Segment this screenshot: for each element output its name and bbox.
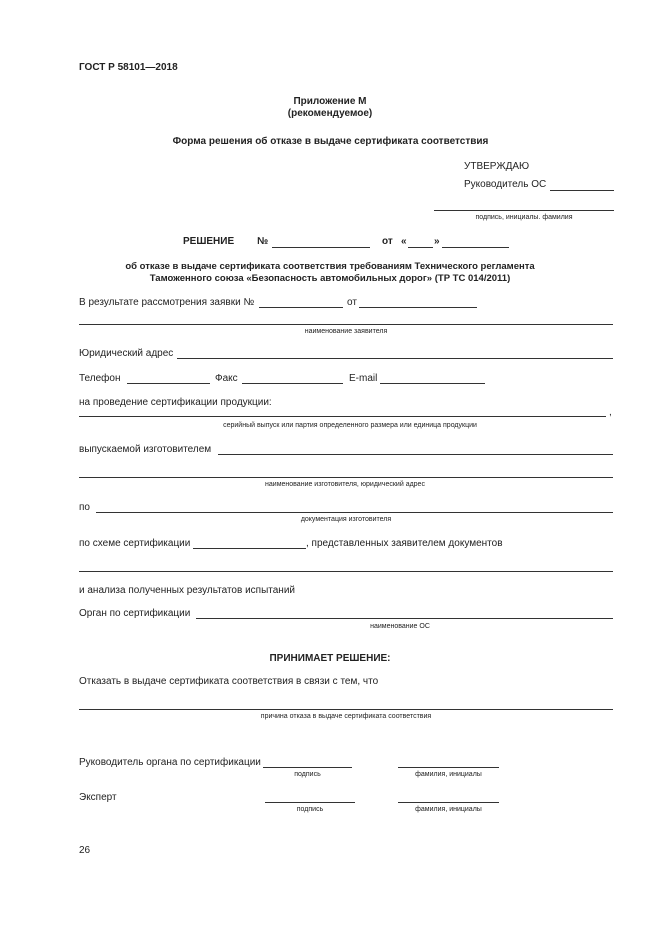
fax-line [242, 383, 343, 384]
head-name-caption: фамилия, инициалы [415, 771, 482, 778]
product-caption: серийный выпуск или партия определенного размера или единица продукции [223, 422, 477, 429]
page-number: 26 [79, 845, 91, 856]
by-label: по [79, 502, 90, 513]
accepts-heading: ПРИНИМАЕТ РЕШЕНИЕ: [269, 653, 391, 664]
approve-label: УТВЕРЖДАЮ [464, 161, 530, 172]
manufactured-label: выпускаемой изготовителем [79, 444, 212, 455]
review-label: В результате рассмотрения заявки № [79, 297, 255, 308]
form-title: Форма решения об отказе в выдаче сертификата соответствия [172, 136, 489, 147]
decision-subject-line2: Таможенного союза «Безопасность автомобильных дорог» (ТР ТС 014/2011) [149, 273, 511, 284]
appendix-subtitle: (рекомендуемое) [287, 108, 373, 119]
decision-date-line [442, 247, 509, 248]
decision-day-line [408, 247, 433, 248]
decision-quote-open: « [401, 236, 407, 247]
review-from: от [347, 297, 357, 308]
documents-line [79, 571, 613, 572]
expert-name-caption: фамилия, инициалы [415, 806, 482, 813]
decision-word: РЕШЕНИЕ [183, 236, 235, 247]
approve-caption: подпись, инициалы. фамилия [475, 214, 573, 221]
head-signature-label: Руководитель органа по сертификации [79, 757, 261, 768]
cert-for-label: на проведение сертификации продукции: [79, 397, 272, 408]
decision-from: от [382, 236, 393, 247]
approve-head: Руководитель ОС [464, 179, 547, 190]
approve-head-line [550, 190, 614, 191]
scheme-label: по схеме сертификации [79, 538, 191, 549]
email-line [380, 383, 485, 384]
manufacturer-line-1 [218, 454, 613, 455]
head-signature-line [263, 767, 352, 768]
application-date-line [359, 307, 477, 308]
expert-name-line [398, 802, 499, 803]
head-name-line [398, 767, 499, 768]
standard-number: ГОСТ Р 58101—2018 [79, 62, 178, 73]
scheme-tail: , представленных заявителем документов [306, 538, 503, 549]
approve-signature-line [434, 210, 614, 211]
refuse-label: Отказать в выдаче сертификата соответствия в связи с тем, что [79, 676, 379, 687]
address-line [177, 358, 613, 359]
scheme-line [193, 548, 306, 549]
applicant-caption: наименование заявителя [304, 328, 388, 335]
analysis-label: и анализа полученных результатов испытаний [79, 585, 295, 596]
decision-subject-line1: об отказе в выдаче сертификата соответствия требованиям Технического регламента [125, 261, 535, 272]
docs-caption: документация изготовителя [300, 516, 392, 523]
decision-number-sign: № [257, 236, 269, 247]
decision-number-line [272, 247, 370, 248]
manufacturer-line-2 [79, 477, 613, 478]
body-line [196, 618, 613, 619]
reason-caption: причина отказа в выдаче сертификата соответствия [260, 713, 432, 720]
product-comma: , [609, 407, 612, 418]
decision-quote-close: » [434, 236, 440, 247]
phone-line [127, 383, 210, 384]
docs-line [96, 512, 613, 513]
head-signature-caption: подпись [294, 771, 321, 778]
fax-label: Факс [215, 373, 238, 384]
appendix-title: Приложение М [293, 96, 367, 107]
body-label: Орган по сертификации [79, 608, 191, 619]
reason-line [79, 709, 613, 710]
expert-signature-caption: подпись [296, 806, 324, 813]
application-number-line [259, 307, 343, 308]
phone-label: Телефон [79, 373, 121, 384]
body-caption: наименование ОС [370, 623, 430, 630]
address-label: Юридический адрес [79, 348, 174, 359]
email-label: E-mail [349, 373, 378, 384]
manufacturer-caption: наименование изготовителя, юридический адрес [265, 481, 425, 488]
applicant-line [79, 324, 613, 325]
product-line [79, 416, 606, 417]
expert-signature-line [265, 802, 355, 803]
expert-label: Эксперт [79, 792, 117, 803]
